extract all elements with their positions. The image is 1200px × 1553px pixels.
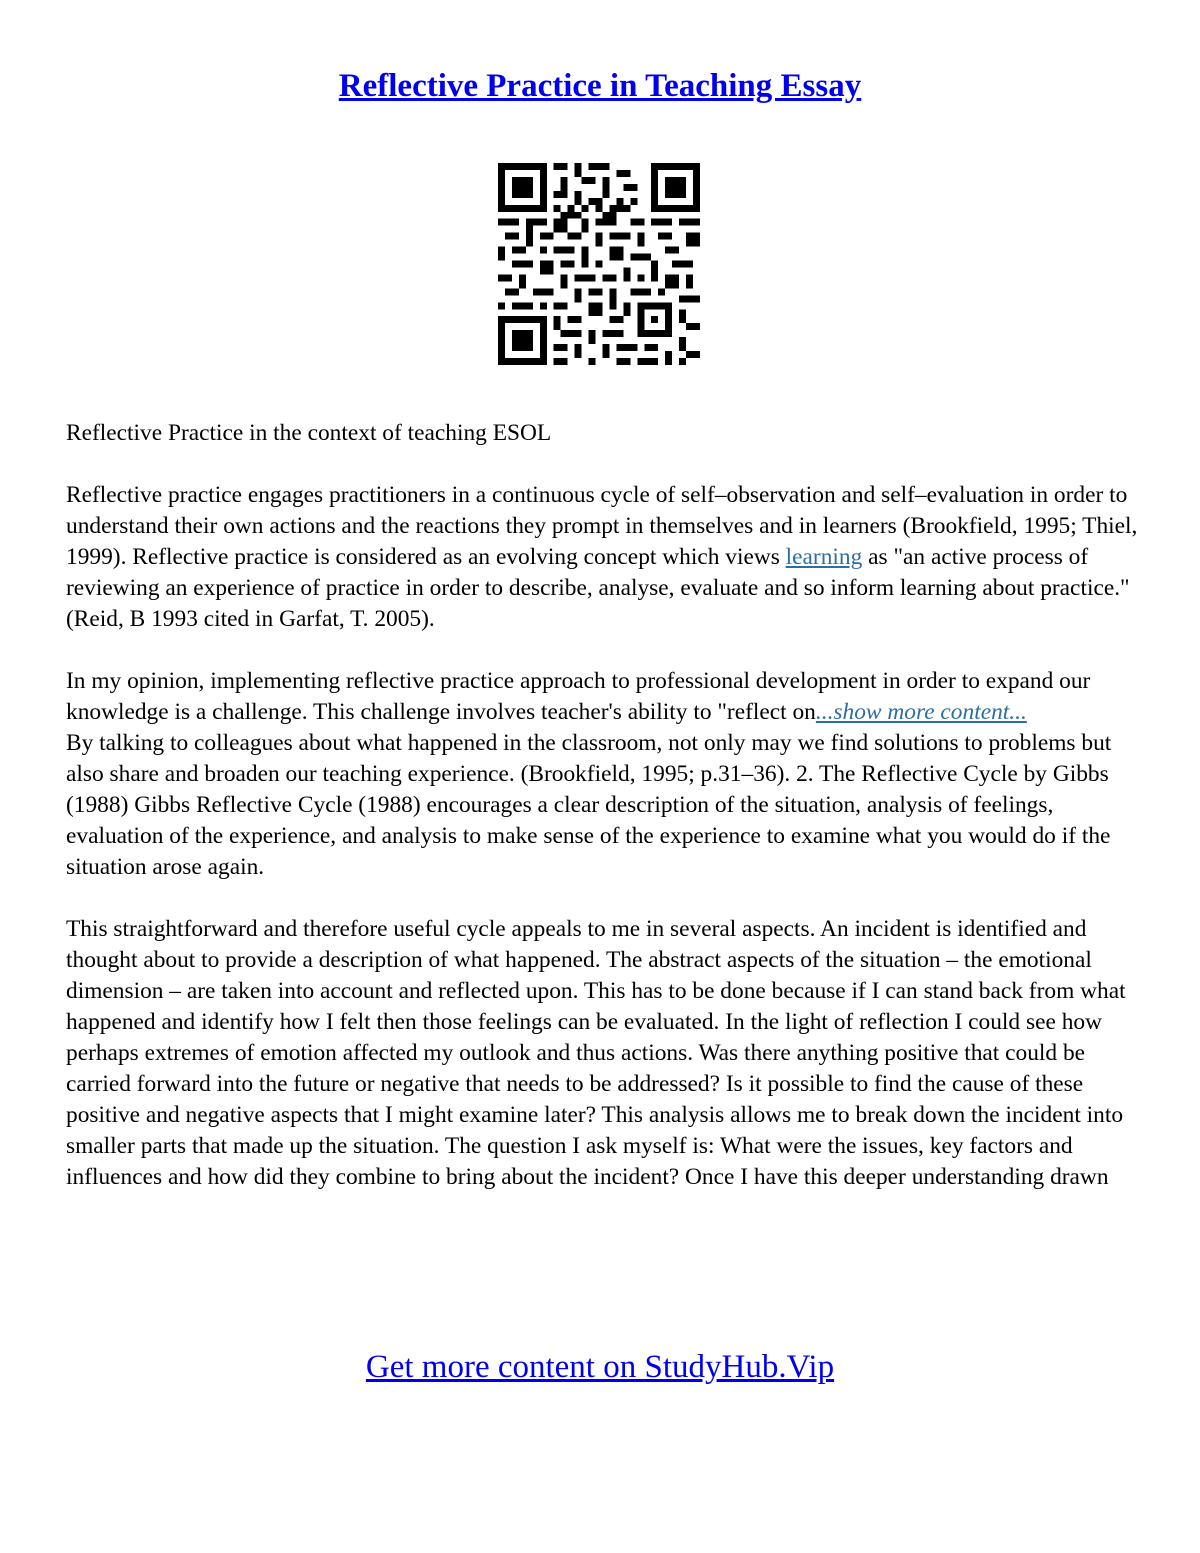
show-more-link[interactable]: ...show more content... xyxy=(815,699,1027,725)
essay-subtitle: Reflective Practice in the context of teaching ESOL xyxy=(66,420,552,446)
footer xyxy=(0,1347,1200,1387)
paragraph-3: By talking to colleagues about what happened in the classroom, not only may we find solutions to problems but also share and broaden our teaching experience. (Brookfield, 1995; p.31–36). 2. The Reflective Cycle by Gibbs (1988) Gibbs Reflective Cycle (1988) encourages a clear description of the situation, analysis of feelings, evaluation of the experience, and analysis to make sense of the experience to examine what you would do if the situation arose again. xyxy=(66,730,1112,880)
footer-link[interactable]: Get more content on StudyHub.Vip xyxy=(365,1349,835,1385)
document-title xyxy=(0,66,1200,106)
qr-code-icon xyxy=(498,163,700,365)
paragraph-4: This straightforward and therefore useful cycle appeals to me in several aspects. An incident is identified and thought about to provide a description of what happened. The abstract aspects of the situation – the emotional dimension – are taken into account and reflected upon. This has to be done because if I can stand back from what happened and identify how I felt then those feelings can be evaluated. In the light of reflection I could see how perhaps extremes of emotion affected my outlook and thus actions. Was there anything positive that could be carried forward into the future or negative that needs to be addressed? Is it possible to find the cause of these positive and negative aspects that I might examine later? This analysis allows me to break down the incident into smaller parts that made up the situation. The question I ask myself is: What were the issues, key factors and influences and how did they combine to bring about the incident? Once I have this deeper understanding drawn xyxy=(66,916,1126,1190)
learning-link[interactable]: learning xyxy=(785,544,863,570)
paragraph-1 xyxy=(66,480,1141,635)
paragraph-1-text-b: as "an active process of reviewing an experience of practice in order to describe, analyse, evaluate and so inform learning about practice." (Reid, B 1993 cited in Garfat, T. 2005). xyxy=(66,544,1130,632)
paragraph-1-text-a: Reflective practice engages practitioners in a continuous cycle of self–observation and self–evaluation in order to understand their own actions and the reactions they prompt in themselves and in learners (Brookfield, 1995; Thiel, 1999). Reflective practice is considered as an evolving concept which views xyxy=(66,482,1138,570)
essay-body xyxy=(66,418,1141,1193)
title-link[interactable]: Reflective Practice in Teaching Essay xyxy=(338,68,862,104)
paragraph-2-text: In my opinion, implementing reflective practice approach to professional development in order to expand our knowledge is a challenge. This challenge involves teacher's ability to "reflect on xyxy=(66,668,1091,725)
paragraph-2 xyxy=(66,666,1141,728)
